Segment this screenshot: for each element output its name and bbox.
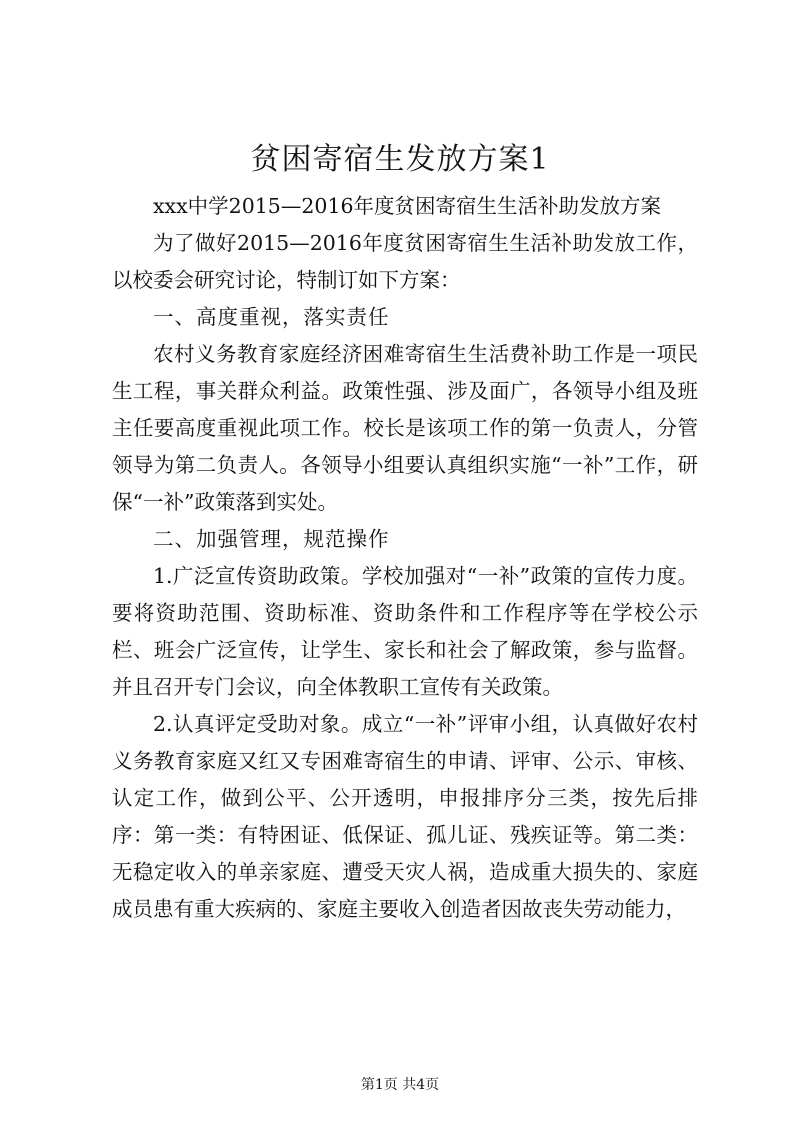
section-heading-2: 二、加强管理，规范操作 — [153, 527, 390, 551]
document-title: 贫困寄宿生发放方案1 — [250, 142, 550, 177]
document-body — [112, 188, 698, 928]
section-heading-1: 一、高度重视，落实责任 — [153, 305, 390, 329]
subtitle-paragraph: xxx中学2015—2016年度贫困寄宿生生活补助发放方案 — [153, 194, 662, 218]
section-1-paragraph: 农村义务教育家庭经济困难寄宿生生活费补助工作是一项民生工程，事关群众利益。政策性强、涉及面广，各领导小组及班主任要高度重视此项工作。校长是该项工作的第一负责人，分管领导为第二负责人。各领导小组要认真组织实施“一补”工作，研保“一补”政策落到实处。 — [112, 342, 698, 514]
intro-paragraph: 为了做好2015—2016年度贫困寄宿生生活补助发放工作，以校委会研究讨论，特制订如下方案： — [112, 231, 698, 292]
page-footer: 第1页 共4页 — [360, 1077, 440, 1093]
item-2-paragraph: 2.认真评定受助对象。成立“一补”评审小组，认真做好农村义务教育家庭又红又专困难寄宿生的申请、评审、公示、审核、认定工作，做到公平、公开透明，申报排序分三类，按先后排序：第一类：有特困证、低保证、孤儿证、残疾证等。第二类：无稳定收入的单亲家庭、遭受天灾人祸，造成重大损失的、家庭成员患有重大疾病的、家庭主要收入创造者因故丧失劳动能力， — [112, 712, 698, 921]
item-1-paragraph: 1.广泛宣传资助政策。学校加强对“一补”政策的宣传力度。要将资助范围、资助标准、资助条件和工作程序等在学校公示栏、班会广泛宣传，让学生、家长和社会了解政策，参与监督。并且召开专门会议，向全体教职工宣传有关政策。 — [112, 564, 698, 699]
